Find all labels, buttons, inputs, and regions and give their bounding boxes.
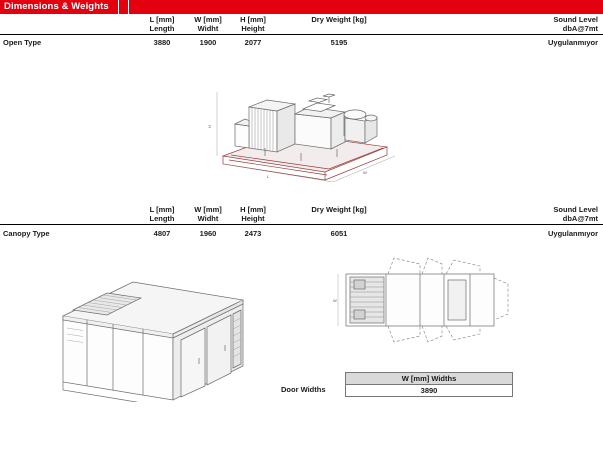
svg-text:H: H bbox=[207, 125, 212, 128]
row-label-canopy-type: Canopy Type bbox=[3, 229, 50, 238]
door-widths-header: W [mm] Widths bbox=[346, 373, 512, 385]
col-header-height-line2: Height bbox=[241, 23, 265, 33]
col-header-width-line1: W [mm] bbox=[194, 15, 222, 24]
door-widths-table bbox=[345, 372, 513, 397]
canopy-col-header-height-line1: H [mm] bbox=[240, 205, 266, 214]
canopy-col-header-length bbox=[140, 206, 184, 223]
value-height: 2077 bbox=[244, 38, 262, 47]
canopy-value-length: 4807 bbox=[153, 229, 171, 238]
canopy-col-header-sound-level bbox=[498, 206, 598, 223]
canopy-value-height: 2473 bbox=[244, 229, 262, 238]
col-header-dry-weight-line1: Dry Weight [kg] bbox=[311, 15, 367, 24]
canopy-col-header-length-line2: Length bbox=[149, 213, 175, 223]
door-widths-label: Door Widths bbox=[281, 385, 326, 394]
canopy-type-section bbox=[0, 196, 603, 411]
page-title: Dimensions & Weights bbox=[4, 1, 109, 12]
svg-text:W: W bbox=[333, 298, 337, 303]
canopy-col-header-sound-level-line2: dbA@7mt bbox=[562, 213, 598, 223]
col-header-sound-level-line2: dbA@7mt bbox=[562, 23, 598, 33]
open-type-genset-isometric-drawing bbox=[205, 52, 405, 182]
value-sound-level: Uygulanmıyor bbox=[547, 38, 598, 47]
col-header-dry-weight bbox=[289, 16, 389, 25]
svg-text:L: L bbox=[267, 174, 270, 179]
canopy-genset-top-view-drawing bbox=[330, 256, 520, 376]
section-header-bar bbox=[0, 0, 603, 14]
canopy-value-dry-weight: 6051 bbox=[330, 229, 348, 238]
canopy-col-header-dry-weight-line1: Dry Weight [kg] bbox=[311, 205, 367, 214]
canopy-col-header-height bbox=[231, 206, 275, 223]
open-type-section bbox=[0, 14, 603, 184]
table-rule-top bbox=[0, 34, 603, 35]
header-divider-1 bbox=[118, 0, 119, 14]
canopy-genset-isometric-drawing bbox=[55, 254, 275, 402]
door-widths-value: 3890 bbox=[346, 385, 512, 396]
canopy-col-header-height-line2: Height bbox=[241, 213, 265, 223]
canopy-col-header-width-line2: Widht bbox=[197, 213, 219, 223]
canopy-table-rule-top bbox=[0, 224, 603, 225]
value-dry-weight: 5195 bbox=[330, 38, 348, 47]
col-header-width-line2: Widht bbox=[197, 23, 219, 33]
value-width: 1900 bbox=[199, 38, 217, 47]
canopy-col-header-length-line1: L [mm] bbox=[149, 205, 175, 214]
col-header-length-line1: L [mm] bbox=[149, 15, 175, 24]
canopy-col-header-width bbox=[186, 206, 230, 223]
col-header-height bbox=[231, 16, 275, 33]
canopy-col-header-width-line1: W [mm] bbox=[194, 205, 222, 214]
svg-text:W: W bbox=[363, 170, 367, 175]
canopy-value-width: 1960 bbox=[199, 229, 217, 238]
col-header-length-line2: Length bbox=[149, 23, 175, 33]
col-header-width bbox=[186, 16, 230, 33]
canopy-col-header-dry-weight bbox=[289, 206, 389, 215]
col-header-height-line1: H [mm] bbox=[240, 15, 266, 24]
value-length: 3880 bbox=[153, 38, 171, 47]
col-header-sound-level bbox=[498, 16, 598, 33]
canopy-value-sound-level: Uygulanmıyor bbox=[547, 229, 598, 238]
row-label-open-type: Open Type bbox=[3, 38, 42, 47]
canopy-col-header-sound-level-line1: Sound Level bbox=[553, 205, 598, 214]
header-divider-2 bbox=[128, 0, 129, 14]
col-header-sound-level-line1: Sound Level bbox=[553, 15, 598, 24]
col-header-length bbox=[140, 16, 184, 33]
